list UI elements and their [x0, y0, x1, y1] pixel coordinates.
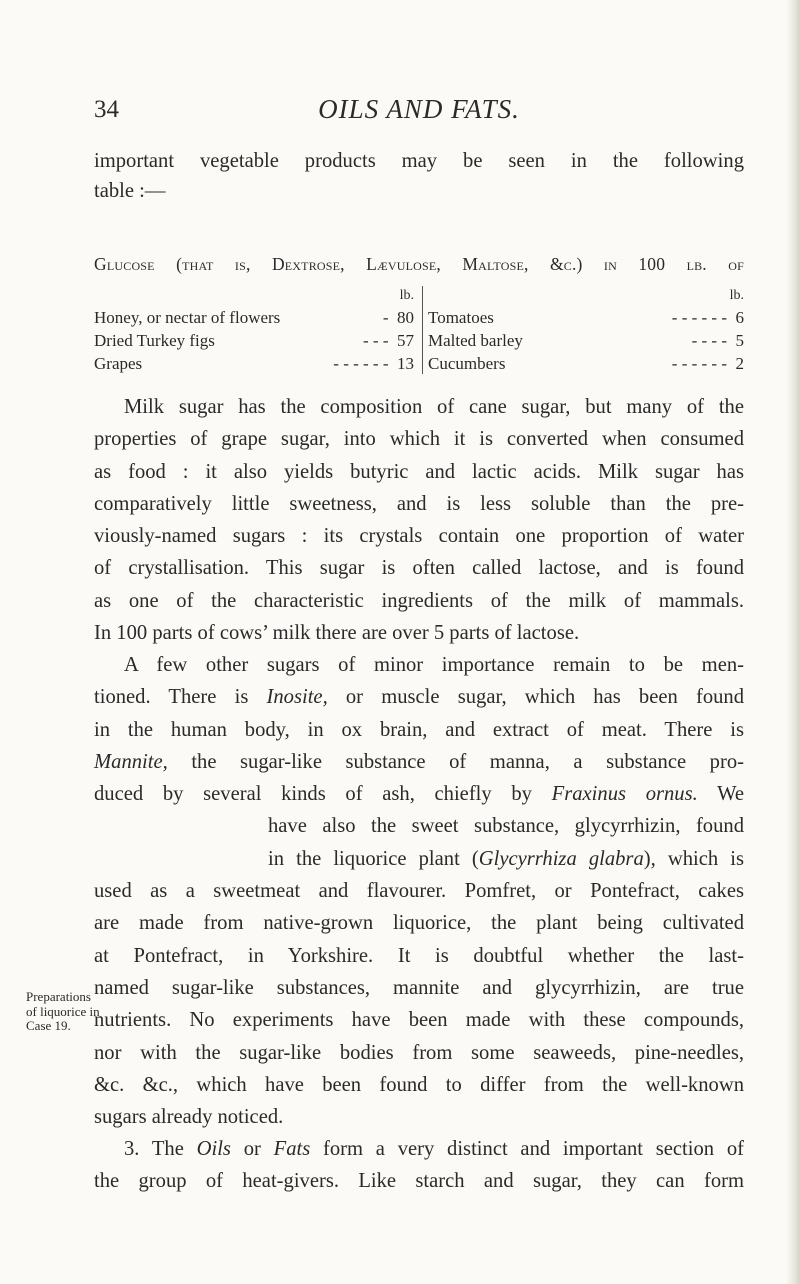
text-line: comparatively little sweetness, and is less soluble than the pre- — [94, 492, 744, 515]
paragraph-oils-fats — [94, 1133, 744, 1198]
item-amount: - - - - 5 — [691, 331, 744, 350]
item-name: Grapes — [94, 354, 143, 373]
item-amount: - - - - - - 13 — [333, 354, 414, 373]
table-row — [428, 329, 744, 352]
item-name: Cucumbers — [428, 354, 506, 373]
text-line: nor with the sugar-like bodies from some seaweeds, pine-needles, — [94, 1041, 744, 1064]
intro-paragraph — [94, 146, 744, 206]
unit-label: lb. — [399, 288, 414, 303]
page-edge-shadow — [786, 0, 800, 1284]
term-inosite: Inosite, — [266, 686, 328, 709]
unit-label: lb. — [729, 288, 744, 303]
text-line: as one of the characteristic ingredients of the milk of mammals. — [94, 589, 744, 612]
text-line: In 100 parts of cows’ milk there are over 5 parts of lactose. — [94, 622, 580, 645]
paragraph-milk-sugar — [94, 391, 744, 649]
text-line: as food : it also yields butyric and lactic acids. Milk sugar has — [94, 460, 744, 483]
page-number: 34 — [94, 96, 119, 123]
margin-note — [26, 990, 106, 1034]
margin-note-line: of liquorice in — [26, 1003, 100, 1019]
text-line: &c. &c., which have been found to differ from the well-known — [94, 1073, 744, 1096]
text-line: of crystallisation. This sugar is often called lactose, and is found — [94, 557, 744, 580]
text-line: viously-named sugars : its crystals contain one proportion of water — [94, 525, 744, 548]
item-name: Malted barley — [428, 331, 523, 350]
item-name: Honey, or nectar of flowers — [94, 308, 281, 327]
text-line: duced by several kinds of ash, chiefly by Fraxinus ornus. We — [94, 783, 744, 806]
item-amount: - - - - - - 6 — [671, 308, 744, 327]
term-fraxinus: Fraxinus ornus. — [551, 783, 698, 806]
text-line: Milk sugar has the composition of cane sugar, but many of the — [124, 396, 744, 418]
text-line: Mannite, the sugar-like substance of manna, a substance pro- — [94, 750, 744, 773]
text-line: are made from native-grown liquorice, the plant being cultivated — [94, 912, 744, 935]
item-amount: - - - - - - 2 — [671, 354, 744, 373]
margin-note-line: Preparations — [26, 989, 91, 1004]
item-name: Tomatoes — [428, 308, 494, 327]
running-title: OILS AND FATS. — [318, 94, 520, 124]
text-line: properties of grape sugar, into which it is converted when consumed — [94, 428, 744, 451]
margin-note-line: Case 19. — [26, 1018, 71, 1033]
table-column-left — [94, 286, 423, 374]
table-row — [94, 352, 422, 375]
term-fats: Fats — [273, 1138, 311, 1160]
table-column-right — [428, 286, 744, 375]
table-row — [428, 306, 744, 329]
text-line: in the human body, in ox brain, and extract of meat. There is — [94, 718, 744, 741]
text-line: sugars already noticed. — [94, 1106, 284, 1129]
table-heading: Glucose (that is, Dextrose, Lævulose, Maltose, &c.) in 100 lb. of — [94, 254, 744, 274]
text-line: A few other sugars of minor importance remain to be men- — [124, 654, 744, 676]
term-glycyrrhiza: Glycyrrhiza glabra — [478, 847, 644, 870]
text-line: have also the sweet substance, glycyrrhizin, found — [268, 815, 744, 838]
item-name: Dried Turkey figs — [94, 331, 215, 350]
text-line: used as a sweetmeat and flavourer. Pomfret, or Pontefract, cakes — [94, 880, 744, 903]
text-line: at Pontefract, in Yorkshire. It is doubtful whether the last- — [94, 944, 744, 967]
term-mannite: Mannite, — [94, 750, 168, 773]
text-line: 3. The Oils or Fats form a very distinct and important section of — [124, 1138, 744, 1160]
term-oils: Oils — [196, 1138, 231, 1160]
text-line: tioned. There is Inosite, or muscle sugar, which has been found — [94, 686, 745, 709]
text-line: named sugar-like substances, mannite and glycyrrhizin, are true — [94, 976, 744, 999]
table-row — [94, 306, 422, 329]
text-line: important vegetable products may be seen in the following — [94, 150, 744, 172]
text-line: in the liquorice plant (Glycyrrhiza glabra), which is — [268, 847, 744, 870]
text-line: nutrients. No experiments have been made with these compounds, — [94, 1009, 744, 1032]
text-line: the group of heat-givers. Like starch and sugar, they can form — [94, 1170, 744, 1193]
page-header — [94, 96, 744, 136]
paragraph-other-sugars — [94, 649, 744, 1133]
table-row — [94, 329, 422, 352]
text-line: table :— — [94, 180, 166, 202]
table-row — [428, 352, 744, 375]
item-amount: - - - 57 — [363, 331, 414, 350]
item-amount: - 80 — [382, 308, 414, 327]
